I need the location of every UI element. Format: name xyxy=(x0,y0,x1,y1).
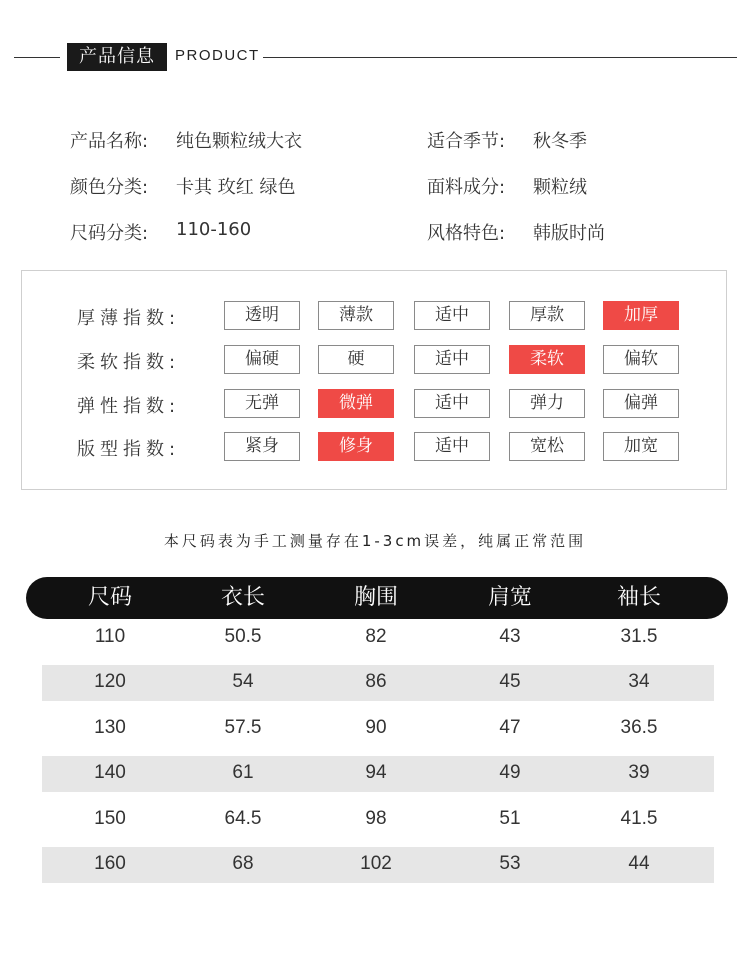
table-header-cell: 肩宽 xyxy=(487,585,532,610)
index-label: 柔软指数: xyxy=(77,352,181,373)
header-line-left xyxy=(14,57,60,58)
table-cell: 31.5 xyxy=(620,626,658,647)
index-option: 加宽 xyxy=(603,432,679,461)
section-title-english: PRODUCT xyxy=(175,47,260,64)
table-header-cell: 袖长 xyxy=(616,585,661,610)
index-option: 厚款 xyxy=(509,301,585,330)
info-style-label: 风格特色: xyxy=(427,223,506,244)
table-cell: 44 xyxy=(628,853,650,874)
table-cell: 51 xyxy=(499,808,521,829)
info-name-value: 纯色颗粒绒大衣 xyxy=(176,131,302,152)
index-option: 适中 xyxy=(414,389,490,418)
index-label: 厚薄指数: xyxy=(77,308,181,329)
info-season-label: 适合季节: xyxy=(427,131,506,152)
table-cell: 64.5 xyxy=(224,808,262,829)
info-color-value: 卡其 玫红 绿色 xyxy=(176,177,296,198)
table-cell: 68 xyxy=(232,853,254,874)
table-cell: 110 xyxy=(94,626,126,647)
index-label: 版型指数: xyxy=(77,439,181,460)
index-option: 偏弹 xyxy=(603,389,679,418)
index-option: 偏硬 xyxy=(224,345,300,374)
index-option: 硬 xyxy=(318,345,394,374)
table-cell: 49 xyxy=(499,762,521,783)
info-style-value: 韩版时尚 xyxy=(533,223,605,244)
index-option: 无弹 xyxy=(224,389,300,418)
table-cell: 86 xyxy=(365,671,387,692)
table-cell: 82 xyxy=(365,626,387,647)
index-option: 宽松 xyxy=(509,432,585,461)
table-cell: 102 xyxy=(360,853,392,874)
info-size-value: 110-160 xyxy=(176,219,252,240)
table-header-cell: 胸围 xyxy=(353,585,398,610)
header-line-right xyxy=(263,57,737,58)
size-table-header xyxy=(26,577,728,619)
info-name-label: 产品名称: xyxy=(70,131,149,152)
table-cell: 47 xyxy=(499,717,521,738)
info-season-value: 秋冬季 xyxy=(533,131,587,152)
table-cell: 94 xyxy=(365,762,387,783)
index-option: 微弹 xyxy=(318,389,394,418)
table-cell: 43 xyxy=(499,626,521,647)
table-cell: 61 xyxy=(232,762,254,783)
info-size-label: 尺码分类: xyxy=(70,223,149,244)
table-cell: 150 xyxy=(94,808,126,829)
index-option: 薄款 xyxy=(318,301,394,330)
table-cell: 41.5 xyxy=(620,808,658,829)
table-cell: 98 xyxy=(365,808,387,829)
table-cell: 57.5 xyxy=(224,717,262,738)
table-cell: 50.5 xyxy=(224,626,262,647)
index-option: 偏软 xyxy=(603,345,679,374)
table-cell: 160 xyxy=(94,853,126,874)
index-option: 适中 xyxy=(414,345,490,374)
index-label: 弹性指数: xyxy=(77,396,181,417)
table-cell: 140 xyxy=(94,762,126,783)
index-option: 加厚 xyxy=(603,301,679,330)
section-title-tag: 产品信息 xyxy=(67,43,167,71)
index-option: 适中 xyxy=(414,432,490,461)
index-option: 紧身 xyxy=(224,432,300,461)
info-color-label: 颜色分类: xyxy=(70,177,149,198)
index-option: 柔软 xyxy=(509,345,585,374)
index-option: 弹力 xyxy=(509,389,585,418)
table-header-cell: 衣长 xyxy=(220,585,265,610)
table-cell: 45 xyxy=(499,671,521,692)
info-fabric-value: 颗粒绒 xyxy=(533,177,587,198)
table-cell: 36.5 xyxy=(620,717,658,738)
table-cell: 54 xyxy=(232,671,254,692)
table-cell: 53 xyxy=(499,853,521,874)
index-option: 修身 xyxy=(318,432,394,461)
table-cell: 130 xyxy=(94,717,126,738)
table-cell: 90 xyxy=(365,717,387,738)
index-option: 透明 xyxy=(224,301,300,330)
table-cell: 39 xyxy=(628,762,650,783)
table-cell: 34 xyxy=(628,671,650,692)
index-option: 适中 xyxy=(414,301,490,330)
table-header-cell: 尺码 xyxy=(87,585,132,610)
size-note: 本尺码表为手工测量存在1-3cm误差，纯属正常范围 xyxy=(163,532,587,550)
table-cell: 120 xyxy=(94,671,126,692)
info-fabric-label: 面料成分: xyxy=(427,177,506,198)
